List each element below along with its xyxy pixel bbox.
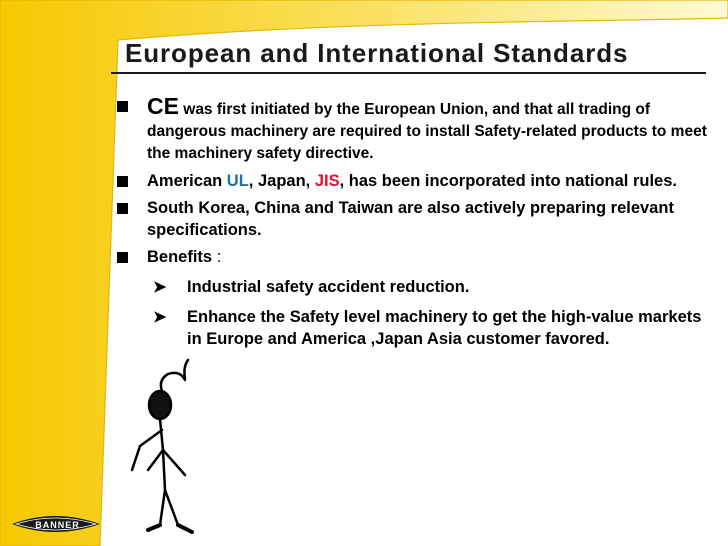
bullet-benefits xyxy=(113,246,718,268)
ul-term: UL xyxy=(226,172,249,190)
arrow-bullet-icon: ➤ xyxy=(153,309,167,326)
bullet-list xyxy=(113,95,718,354)
sub-bullet-text: Industrial safety accident reduction. xyxy=(187,278,470,296)
sub-bullet-text: Enhance the Safety level machinery to get the high-value markets in Europe and America ,Japan Asia customer favored. xyxy=(187,308,702,348)
sub-bullet-enhance-safety xyxy=(153,306,718,350)
square-bullet-icon xyxy=(117,176,128,187)
asia-text: South Korea, China and Taiwan are also actively preparing relevant specifications. xyxy=(147,199,674,239)
bullet-american xyxy=(113,170,718,192)
ce-text: was first initiated by the European Union, and that all trading of dangerous machinery are required to install Safety-related products to meet the machinery safety directive. xyxy=(147,101,707,162)
sub-bullet-accident-reduction xyxy=(153,276,718,298)
arrow-bullet-icon: ➤ xyxy=(153,279,167,296)
square-bullet-icon xyxy=(117,101,128,112)
title-underline xyxy=(111,72,706,74)
square-bullet-icon xyxy=(117,203,128,214)
slide-title: European and International Standards xyxy=(125,38,629,68)
benefits-colon: : xyxy=(212,248,222,266)
banner-logo-text: BANNER xyxy=(35,520,80,530)
stick-figure-illustration xyxy=(132,360,192,532)
square-bullet-icon xyxy=(117,252,128,263)
jis-term: JIS xyxy=(314,172,340,190)
bullet-asia xyxy=(113,197,718,241)
american-prefix: American xyxy=(147,172,227,190)
american-mid: , Japan, xyxy=(248,172,315,190)
banner-logo xyxy=(10,512,105,536)
ce-term: CE xyxy=(147,93,179,119)
benefits-label: Benefits xyxy=(147,248,213,266)
bullet-ce xyxy=(113,95,718,165)
american-suffix: , has been incorporated into national rules. xyxy=(339,172,677,190)
